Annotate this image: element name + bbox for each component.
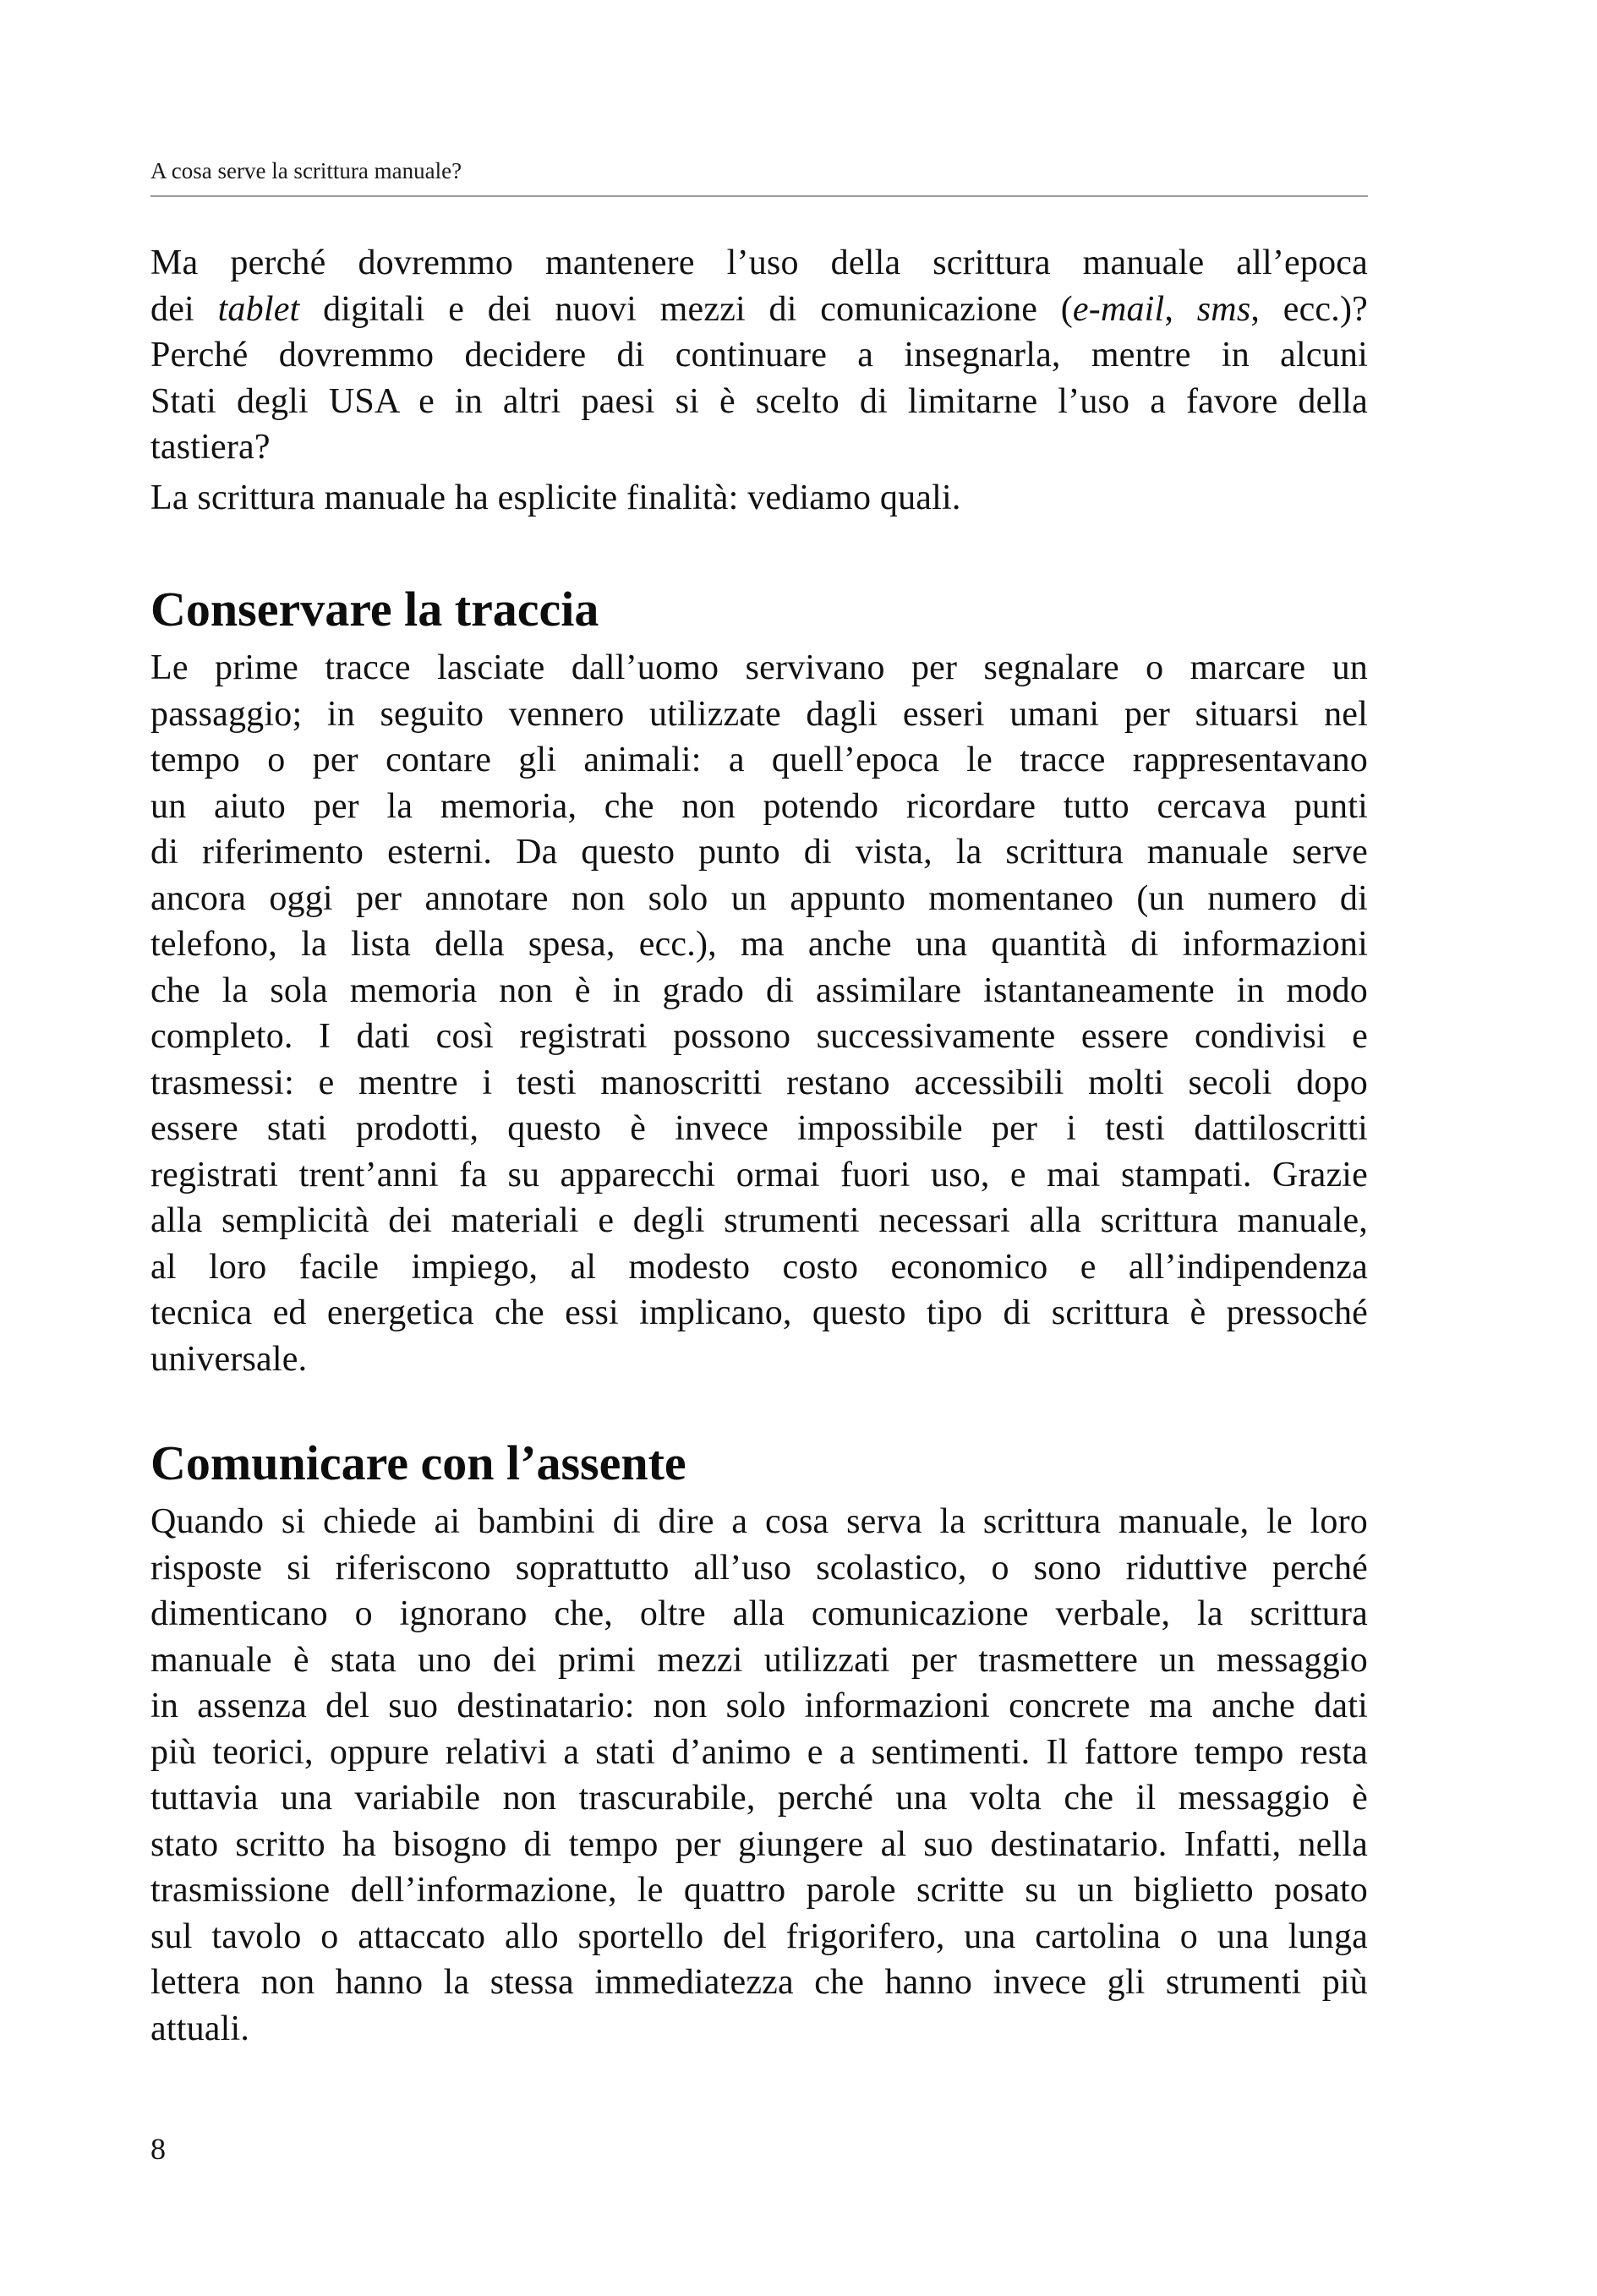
- body-line: stato scritto ha bisogno di tempo per giungere al suo destinatario. Infatti, nella: [150, 1824, 1368, 1864]
- body-line: alla semplicità dei materiali e degli strumenti necessari alla scrittura manuale,: [150, 1201, 1368, 1240]
- page-number: 8: [150, 2132, 166, 2166]
- body-line: più teorici, oppure relativi a stati d’animo e a sentimenti. Il fattore tempo resta: [150, 1732, 1368, 1772]
- body-line: telefono, la lista della spesa, ecc.), ma anche una quantità di informazioni: [150, 925, 1368, 964]
- body-line: Le prime tracce lasciate dall’uomo servivano per segnalare o marcare un: [150, 648, 1368, 687]
- section-heading: Comunicare con l’assente: [150, 1435, 686, 1490]
- body-line: passaggio; in seguito vennero utilizzate dagli esseri umani per situarsi nel: [150, 694, 1368, 734]
- body-line: Quando si chiede ai bambini di dire a cosa serva la scrittura manuale, le loro: [150, 1502, 1368, 1541]
- body-line: registrati trent’anni fa su apparecchi ormai fuori uso, e mai stampati. Grazie: [150, 1155, 1368, 1194]
- italic-term: e-mail: [1072, 289, 1165, 329]
- body-line: di riferimento esterni. Da questo punto di vista, la scrittura manuale serve: [150, 833, 1368, 872]
- body-line: essere stati prodotti, questo è invece impossibile per i testi dattiloscritti: [150, 1109, 1368, 1148]
- body-line: lettera non hanno la stessa immediatezza che hanno invece gli strumenti più: [150, 1963, 1368, 2002]
- intro-line: Ma perché dovremmo mantenere l’uso della scrittura manuale all’epoca: [150, 243, 1368, 282]
- body-line: in assenza del suo destinatario: non solo informazioni concrete ma anche dati: [150, 1686, 1368, 1725]
- body-line: tuttavia una variabile non trascurabile, perché una volta che il messaggio è: [150, 1779, 1368, 1818]
- body-line: ancora oggi per annotare non solo un appunto momentaneo (un numero di: [150, 878, 1368, 918]
- body-line: manuale è stata uno dei primi mezzi utilizzati per trasmettere un messaggio: [150, 1640, 1368, 1680]
- body-line: trasmessi: e mentre i testi manoscritti restano accessibili molti secoli dopo: [150, 1063, 1368, 1102]
- section-body: [150, 645, 1368, 1382]
- intro-closing-line: La scrittura manuale ha esplicite finalità: vediamo quali.: [150, 478, 961, 517]
- intro-line: tastiera?: [150, 428, 271, 467]
- italic-term: tablet: [217, 289, 300, 329]
- body-line: dimenticano o ignorano che, oltre alla comunicazione verbale, la scrittura: [150, 1594, 1368, 1633]
- intro-closing-paragraph: [150, 475, 1368, 522]
- body-line: risposte si riferiscono soprattutto all’uso scolastico, o sono riduttive perché: [150, 1548, 1368, 1588]
- running-head: A cosa serve la scrittura manuale?: [150, 158, 462, 183]
- intro-line: Perché dovremmo decidere di continuare a insegnarla, mentre in alcuni: [150, 336, 1368, 374]
- intro-paragraph: [150, 240, 1368, 471]
- body-line: un aiuto per la memoria, che non potendo ricordare tutto cercava punti: [150, 786, 1368, 826]
- body-line: trasmissione dell’informazione, le quattro parole scritte su un biglietto posato: [150, 1871, 1368, 1910]
- body-line: attuali.: [150, 2009, 250, 2048]
- section-heading: Conservare la traccia: [150, 582, 599, 637]
- body-line: tecnica ed energetica che essi implicano, questo tipo di scrittura è pressoché: [150, 1293, 1368, 1332]
- section-body: [150, 1499, 1368, 2052]
- body-line: completo. I dati così registrati possono successivamente essere condivisi e: [150, 1017, 1368, 1056]
- body-line: sul tavolo o attaccato allo sportello del frigorifero, una cartolina o una lunga: [150, 1916, 1368, 1956]
- header-rule: [150, 195, 1368, 197]
- body-line: al loro facile impiego, al modesto costo economico e all’indipendenza: [150, 1247, 1368, 1287]
- body-line: tempo o per contare gli animali: a quell’epoca le tracce rappresentavano: [150, 741, 1368, 779]
- intro-line: Stati degli USA e in altri paesi si è scelto di limitarne l’uso a favore della: [150, 381, 1368, 421]
- body-line: che la sola memoria non è in grado di assimilare istantaneamente in modo: [150, 970, 1368, 1010]
- italic-term: sms: [1196, 289, 1251, 329]
- intro-line: dei tablet digitali e dei nuovi mezzi di comunicazione (e-mail, sms, ecc.)?: [150, 289, 1368, 329]
- body-line: universale.: [150, 1339, 308, 1379]
